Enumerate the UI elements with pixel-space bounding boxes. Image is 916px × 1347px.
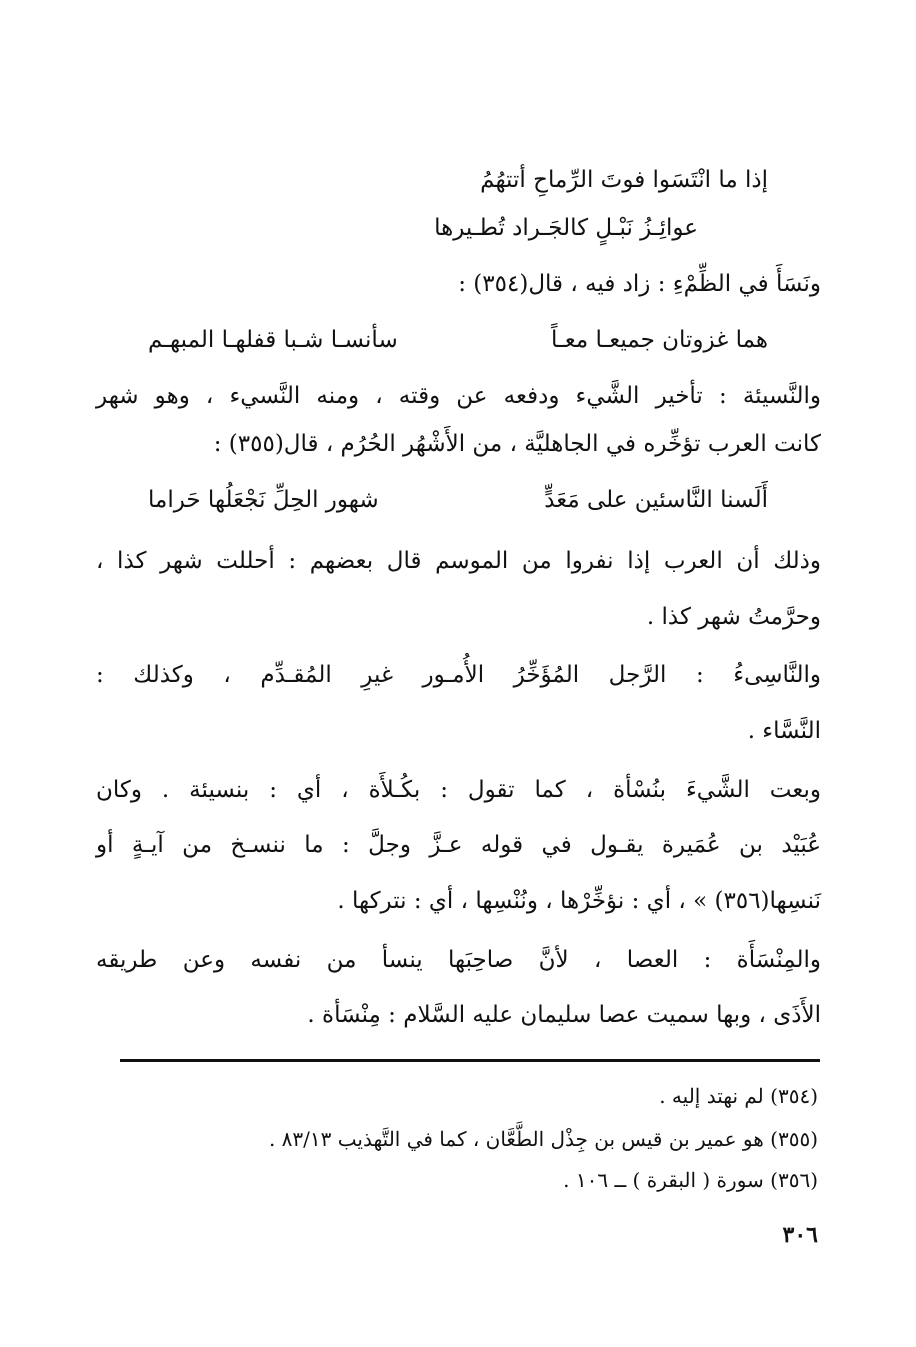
footnote-divider — [120, 1059, 820, 1062]
text-line: النَّسَّاء . — [747, 718, 821, 744]
text-line: والنَّاسِىءُ : الرَّجل المُؤَخِّرُ الأُمـور غيرِ المُقـدِّم ، وكذلك : — [96, 662, 821, 688]
verse-hemistich: سأنسـا شـبا قفلهـا المبهـم — [148, 327, 398, 353]
verse-line: عوائِـزُ نَبْـلٍ كالجَـراد تُطـيرها — [434, 215, 698, 241]
footnote: (٣٥٤) لم نهتد إليه . — [659, 1084, 818, 1108]
verse-hemistich: شهور الحِلِّ نَجْعَلُها حَراما — [148, 487, 379, 513]
text-line: عُبَيْد بن عُمَيرة يقـول في قوله عـزَّ وجلَّ : ما ننسـخ من آيـةٍ أو — [96, 832, 821, 858]
text-line: وحرَّمتُ شهر كذا . — [646, 604, 821, 630]
text-line: وذلك أن العرب إذا نفروا من الموسم قال بعضهم : أحللت شهر كذا ، — [96, 548, 821, 574]
verse-line — [148, 324, 768, 356]
text-line: ونَسَأَ في الظِّمْءِ : زاد فيه ، قال(٣٥٤) : — [458, 271, 821, 297]
footnote: (٣٥٥) هو عمير بن قيس بن جِذْل الطَّعَّان ، كما في التَّهذيب ٨٣/١٣ . — [268, 1127, 818, 1151]
verse-hemistich: هما غزوتان جميعـا معـاً — [551, 327, 768, 353]
text-line: نَنسِها(٣٥٦) » ، أي : نؤخِّرْها ، ونُنْسِها ، أي : نتركها . — [337, 888, 821, 914]
verse-line: إذا ما انْتَسَوا فوتَ الرِّماحِ أتتهُمُ — [480, 167, 768, 193]
page-number: ٣٠٦ — [782, 1222, 818, 1248]
footnote: (٣٥٦) سورة ( البقرة ) ــ ١٠٦ . — [563, 1168, 818, 1192]
text-line: والمِنْسَأَة : العصا ، لأنَّ صاحِبَها ينسأ من نفسه وعن طريقه — [96, 947, 821, 973]
text-line: والنَّسيئة : تأخير الشَّيء ودفعه عن وقته ، ومنه النَّسيء ، وهو شهر — [96, 383, 821, 409]
text-line: الأَذَى ، وبها سميت عصا سليمان عليه السَّلام : مِنْسَأة . — [307, 1002, 821, 1028]
text-line: كانت العرب تؤخِّره في الجاهليَّة ، من الأَشْهُر الحُرُم ، قال(٣٥٥) : — [213, 431, 821, 457]
text-line: وبعت الشَّيءَ بنُسْأة ، كما تقول : بكُـلأَة ، أي : بنسيئة . وكان — [96, 777, 821, 803]
verse-hemistich: أَلَسنا النَّاسئين على مَعَدٍّ — [544, 487, 768, 513]
verse-line — [148, 484, 768, 516]
